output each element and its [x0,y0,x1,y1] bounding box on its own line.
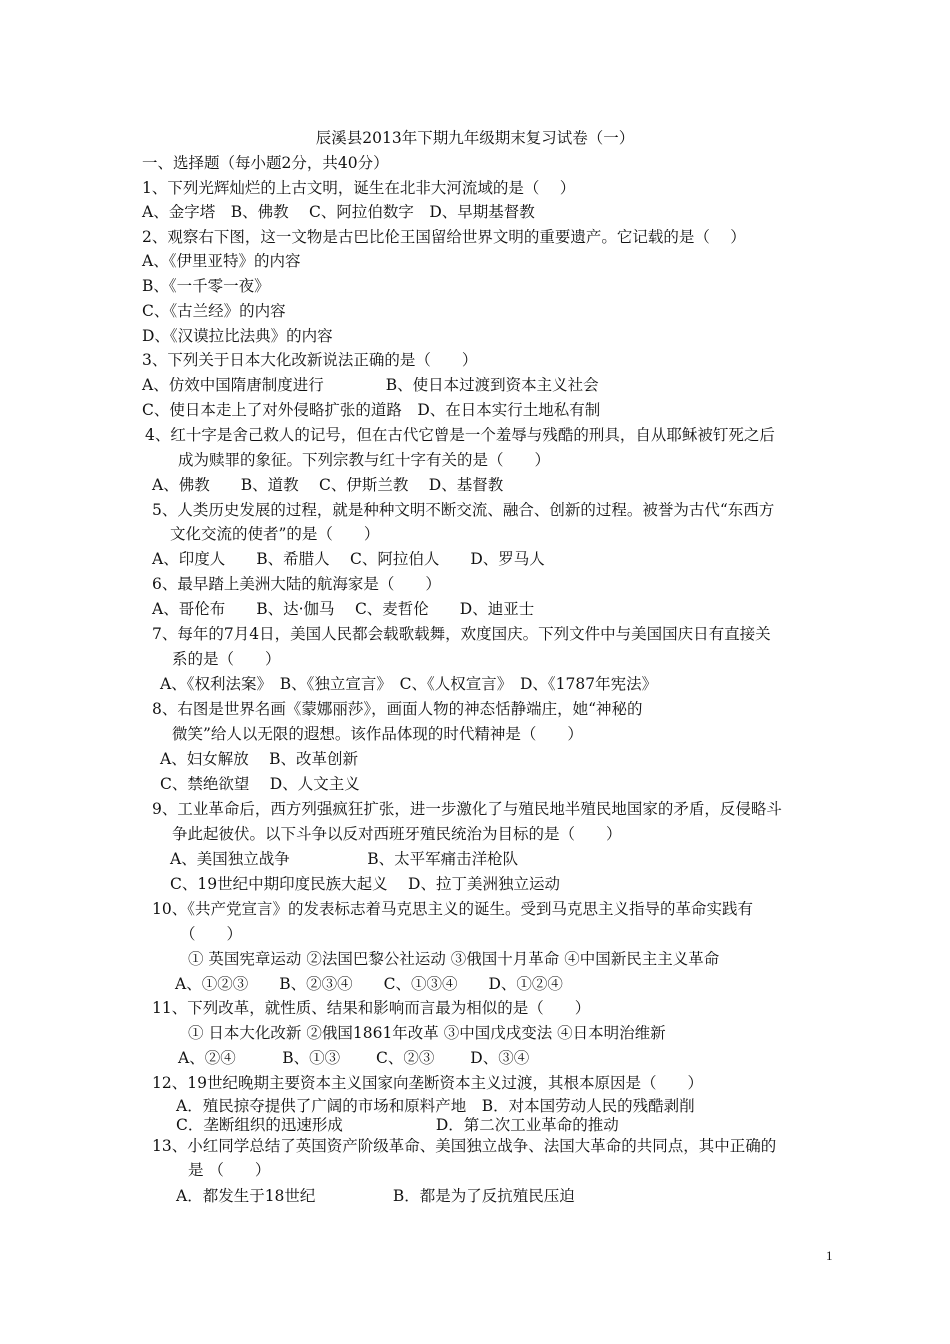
text-line: 8、右图是世界名画《蒙娜丽莎》，画面人物的神态恬静端庄，她“神秘的 [152,700,643,718]
text-line: 5、人类历史发展的过程，就是种种文明不断交流、融合、创新的过程。被誉为古代“东西方 [152,501,775,519]
text-line: 9、工业革命后，西方列强疯狂扩张，进一步激化了与殖民地半殖民地国家的矛盾，反侵略斗 [152,800,782,818]
text-line: 11、下列改革，就性质、结果和影响而言最为相似的是（ ） [152,999,591,1017]
text-line: 2、观察右下图，这一文物是古巴比伦王国留给世界文明的重要遗产。它记载的是（ ） [142,228,746,246]
text-line: 1、下列光辉灿烂的上古文明，诞生在北非大河流域的是（ ） [142,179,576,197]
page-number: 1 [826,1248,833,1263]
text-line: A、印度人 B、希腊人 C、阿拉伯人 D、罗马人 [152,550,545,568]
text-line: 微笑”给人以无限的遐想。该作品体现的时代精神是（ ） [172,725,583,743]
text-line: A、《权利法案》 B、《独立宣言》 C、《人权宣言》 D、《1787年宪法》 [160,675,658,693]
text-line: 6、最早踏上美洲大陆的航海家是（ ） [152,575,441,593]
text-line: A．殖民掠夺提供了广阔的市场和原料产地 B．对本国劳动人民的残酷剥削 [176,1097,695,1115]
text-line: A、佛教 B、道教 C、伊斯兰教 D、基督教 [152,476,504,494]
text-line: A、妇女解放 B、改革创新 [160,750,359,768]
text-line: A、仿效中国隋唐制度进行 B、使日本过渡到资本主义社会 [142,376,599,394]
text-line: C、使日本走上了对外侵略扩张的道路 D、在日本实行土地私有制 [142,401,601,419]
text-line: A．都发生于18世纪 B．都是为了反抗殖民压迫 [176,1187,575,1205]
text-line: A、哥伦布 B、达·伽马 C、麦哲伦 D、迪亚士 [152,600,535,618]
text-line: 13、小红同学总结了英国资产阶级革命、美国独立战争、法国大革命的共同点，其中正确的 [152,1137,777,1155]
text-line: A、美国独立战争 B、太平军痛击洋枪队 [170,850,519,868]
text-line: B、《一千零一夜》 [142,277,270,295]
text-line: 成为赎罪的象征。下列宗教与红十字有关的是（ ） [178,451,551,469]
text-line: 7、每年的7月4日，美国人民都会载歌载舞，欢度国庆。下列文件中与美国国庆日有直接关 [152,625,771,643]
page-title: 辰溪县2013年下期九年级期末复习试卷（一） [315,129,635,147]
text-line: C．垄断组织的迅速形成 D．第二次工业革命的推动 [176,1116,619,1134]
text-line: A、②④ B、①③ C、②③ D、③④ [178,1049,530,1067]
text-line: ① 英国宪章运动 ②法国巴黎公社运动 ③俄国十月革命 ④中国新民主主义革命 [188,950,720,968]
text-line: 3、下列关于日本大化改新说法正确的是（ ） [142,351,478,369]
text-line: 12、19世纪晚期主要资本主义国家向垄断资本主义过渡，其根本原因是（ ） [152,1074,703,1092]
text-line: 是 （ ） [188,1161,271,1179]
text-line: 一、选择题（每小题2分，共40分） [142,154,389,172]
text-line: ① 日本大化改新 ②俄国1861年改革 ③中国戊戌变法 ④日本明治维新 [188,1024,666,1042]
text-line: A、金字塔 B、佛教 C、阿拉伯数字 D、早期基督教 [142,203,535,221]
text-line: 文化交流的使者”的是（ ） [170,525,380,543]
text-line: A、①②③ B、②③④ C、①③④ D、①②④ [175,975,563,993]
text-line: C、《古兰经》的内容 [142,302,286,320]
text-line: C、禁绝欲望 D、人文主义 [160,775,360,793]
text-line: 4、红十字是舍己救人的记号，但在古代它曾是一个羞辱与残酷的刑具，自从耶稣被钉死之后 [145,426,775,444]
text-line: D、《汉谟拉比法典》的内容 [142,327,333,345]
text-line: 10、《共产党宣言》的发表标志着马克思主义的诞生。受到马克思主义指导的革命实践有 [152,900,753,918]
text-line: C、19世纪中期印度民族大起义 D、拉丁美洲独立运动 [170,875,560,893]
text-line: A、《伊里亚特》的内容 [142,252,301,270]
text-line: （ ） [180,925,243,943]
text-line: 争此起彼伏。以下斗争以反对西班牙殖民统治为目标的是（ ） [172,825,622,843]
text-line: 系的是（ ） [172,650,281,668]
